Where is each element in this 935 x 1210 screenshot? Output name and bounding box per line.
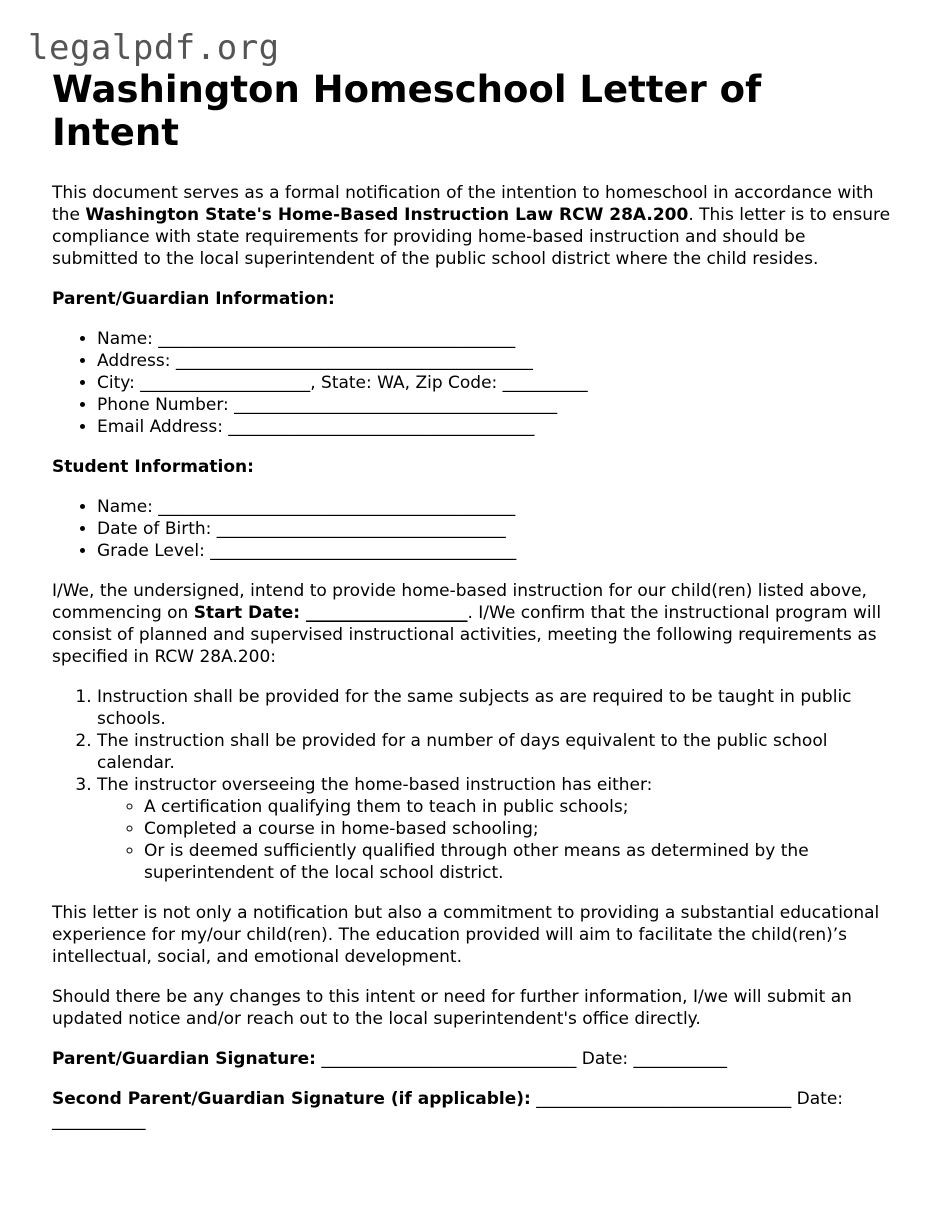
parent-email-field: • Email Address: ____________________________________ — [97, 416, 892, 438]
second-parent-signature-label: Second Parent/Guardian Signature (if applicable): — [52, 1089, 531, 1109]
parent-signature-blank: ______________________________ Date: ___________ — [315, 1049, 728, 1069]
instructor-options-list — [97, 796, 892, 884]
watermark: legalpdf.org — [28, 28, 280, 68]
intro-text-after: . This letter is to ensure compliance with state requirements for providing home-based instruction and should be submitted to the local superintendent of the public school district where the child resides. — [52, 205, 891, 269]
student-dob-field: • Date of Birth: __________________________________ — [97, 518, 892, 540]
changes-paragraph: Should there be any changes to this intent or need for further information, I/we will submit an updated notice and/or reach out to the local superintendent's office directly. — [52, 987, 852, 1029]
commitment-text-before: I/We, the undersigned, intend to provide home-based instruction for our child(ren) listed above, commencing on — [52, 581, 867, 623]
notification-paragraph: This letter is not only a notification but also a commitment to providing a substantial educational experience for my/our child(ren). The education provided will aim to facilitate the child(ren)’s intellectual, social, and emotional development. — [52, 903, 880, 967]
commitment-paragraph — [52, 580, 892, 668]
intro-paragraph — [52, 182, 892, 270]
second-parent-signature-blank: ______________________________ Date: ___________ — [52, 1089, 844, 1131]
parent-phone-field: • Phone Number: ______________________________________ — [97, 394, 892, 416]
requirement-item: 2. The instruction shall be provided for a number of days equivalent to the public school calendar. — [97, 730, 892, 774]
parent-info-list — [52, 328, 892, 438]
instructor-option: ◦ Completed a course in home-based schooling; — [144, 818, 892, 840]
requirement-item: 1. Instruction shall be provided for the same subjects as are required to be taught in public schools. — [97, 686, 892, 730]
requirement-item — [97, 774, 892, 884]
parent-signature-label: Parent/Guardian Signature: — [52, 1049, 316, 1069]
student-info-list — [52, 496, 892, 562]
start-date-field: Start Date: ___________________ — [193, 603, 468, 623]
student-grade-field: • Grade Level: ____________________________________ — [97, 540, 892, 562]
parent-city-state-zip-field: • City: ____________________, State: WA, Zip Code: __________ — [97, 372, 892, 394]
parent-info-heading: Parent/Guardian Information: — [52, 289, 335, 309]
parent-address-field: • Address: __________________________________________ — [97, 350, 892, 372]
parent-signature-line — [52, 1048, 892, 1070]
student-info-heading: Student Information: — [52, 457, 254, 477]
intro-text-before: This document serves as a formal notification of the intention to homeschool in accordance with the — [52, 183, 874, 225]
requirements-list — [52, 686, 892, 884]
document-body — [52, 68, 892, 1132]
commitment-text-after: . I/We confirm that the instructional program will consist of planned and supervised instructional activities, meeting the following requirements as specified in RCW 28A.200: — [52, 603, 882, 667]
instructor-option: ◦ Or is deemed sufficiently qualified through other means as determined by the superintendent of the local school district. — [144, 840, 892, 884]
parent-name-field: • Name: __________________________________________ — [97, 328, 892, 350]
law-reference: Washington State's Home-Based Instruction Law RCW 28A.200 — [85, 205, 689, 225]
student-name-field: • Name: __________________________________________ — [97, 496, 892, 518]
document-title: Washington Homeschool Letter of Intent — [52, 68, 762, 154]
second-parent-signature-line — [52, 1088, 892, 1132]
requirement-item-text: The instructor overseeing the home-based instruction has either: — [97, 775, 653, 795]
instructor-option: ◦ A certification qualifying them to teach in public schools; — [144, 796, 892, 818]
